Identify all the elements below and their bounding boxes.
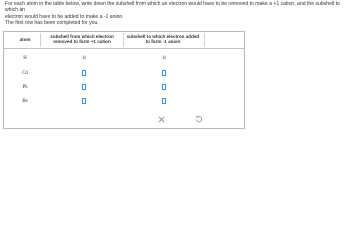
clear-button[interactable] [155, 114, 167, 124]
column-header-anion-subshell: subshell to which electron added to form -1 anion [126, 34, 200, 45]
anion-subshell-input-be[interactable] [162, 98, 166, 104]
header-divider [40, 33, 41, 47]
x-icon [158, 116, 165, 123]
cation-subshell-h: 1s [81, 56, 87, 61]
cation-subshell-input-cd[interactable] [82, 70, 86, 76]
cation-subshell-input-pb[interactable] [82, 84, 86, 90]
instructions-line-2: electron would have to be added to make a -1 anion. [5, 13, 124, 20]
question-instructions [5, 1, 347, 20]
undo-icon [195, 115, 203, 123]
atom-pb: Pb [22, 85, 28, 90]
column-header-cation-subshell: subshell from which electron removed to form +1 cation [50, 34, 114, 45]
column-header-atom: atom [19, 37, 31, 42]
atom-be: Be [22, 99, 28, 104]
anion-subshell-h: 1s [161, 56, 167, 61]
atom-cd: Cd [22, 71, 28, 76]
anion-subshell-input-pb[interactable] [162, 84, 166, 90]
anion-subshell-input-cd[interactable] [162, 70, 166, 76]
first-row-note: The first row has been completed for you. [5, 20, 99, 26]
header-divider [204, 33, 205, 47]
header-rule [3, 48, 245, 49]
undo-button[interactable] [193, 114, 205, 124]
cation-subshell-input-be[interactable] [82, 98, 86, 104]
instructions-line-1: For each atom in the table below, write down the subshell from which an electron would have to be removed to make a +1 cation, and the subshell to which an [5, 1, 340, 14]
atom-h: H [23, 56, 27, 61]
